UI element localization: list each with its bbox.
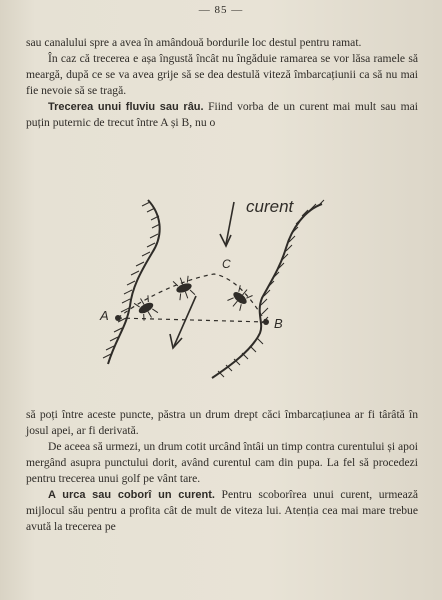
straight-course-line: [118, 318, 266, 322]
point-a: [115, 315, 121, 321]
river-crossing-figure: [0, 188, 442, 398]
drift-arrow: [174, 296, 196, 346]
river-crossing-text: Fiind vorba de un curent mai mult sau mai puțin puternic de trecut între A și B, nu o: [26, 100, 418, 129]
paragraph-river-crossing: [26, 99, 418, 131]
paragraph-continuation: sau canalului spre a avea în amândouă bordurile loc destul pentru ramat.: [26, 36, 362, 49]
paragraph-current-travel: [26, 487, 418, 535]
text-block-top: [26, 35, 418, 131]
section-heading-river-crossing: Trecerea unui fluviu sau râu.: [48, 101, 204, 113]
point-b: [263, 319, 269, 325]
label-c: C: [222, 257, 231, 271]
boat-left-icon: [134, 294, 159, 321]
current-label: curent: [246, 197, 294, 216]
paragraph-narrow-passage: În caz că trecerea e așa îngustă încât nu îngăduie ramarea se vor lăsa ramele să meargă, după ce se va avea grije să se dea destulă viteză îmbarcațiunii ca să nu mai fie nevoie să se tragă.: [26, 52, 418, 97]
boat-middle-icon: [173, 275, 196, 301]
boat-right-icon: [227, 284, 253, 311]
paragraph-drift: să poți între aceste puncte, păstra un drum drept căci îmbarcațiunea ar fi târâtă în josul apei, ar fi derivată.: [26, 408, 418, 437]
current-arrow-head: [220, 234, 231, 246]
page-number: — 85 —: [198, 4, 244, 16]
label-b: B: [274, 316, 283, 331]
text-block-bottom: [26, 407, 418, 535]
river-crossing-diagram: [0, 188, 442, 398]
current-travel-text: Pentru scoborîrea unui curent, urmează mijlocul său pentru a profita cât de mult de viteza lui. Atenția cea mai mare trebue avută la trecerea pe: [26, 488, 419, 533]
section-heading-current: A urca sau coborî un curent.: [48, 489, 215, 501]
paragraph-winding-course: De aceea să urmezi, un drum cotit urcând întâi un timp contra curentului și apoi mergând asupra punctului dorit, având curentul cam din pupa. La fel să procedezi pentru trecerea unui golf pe vânt tare.: [26, 440, 418, 485]
left-bank-hatching: [103, 202, 160, 358]
label-a: A: [100, 308, 109, 323]
right-bank-hatching: [218, 200, 324, 377]
